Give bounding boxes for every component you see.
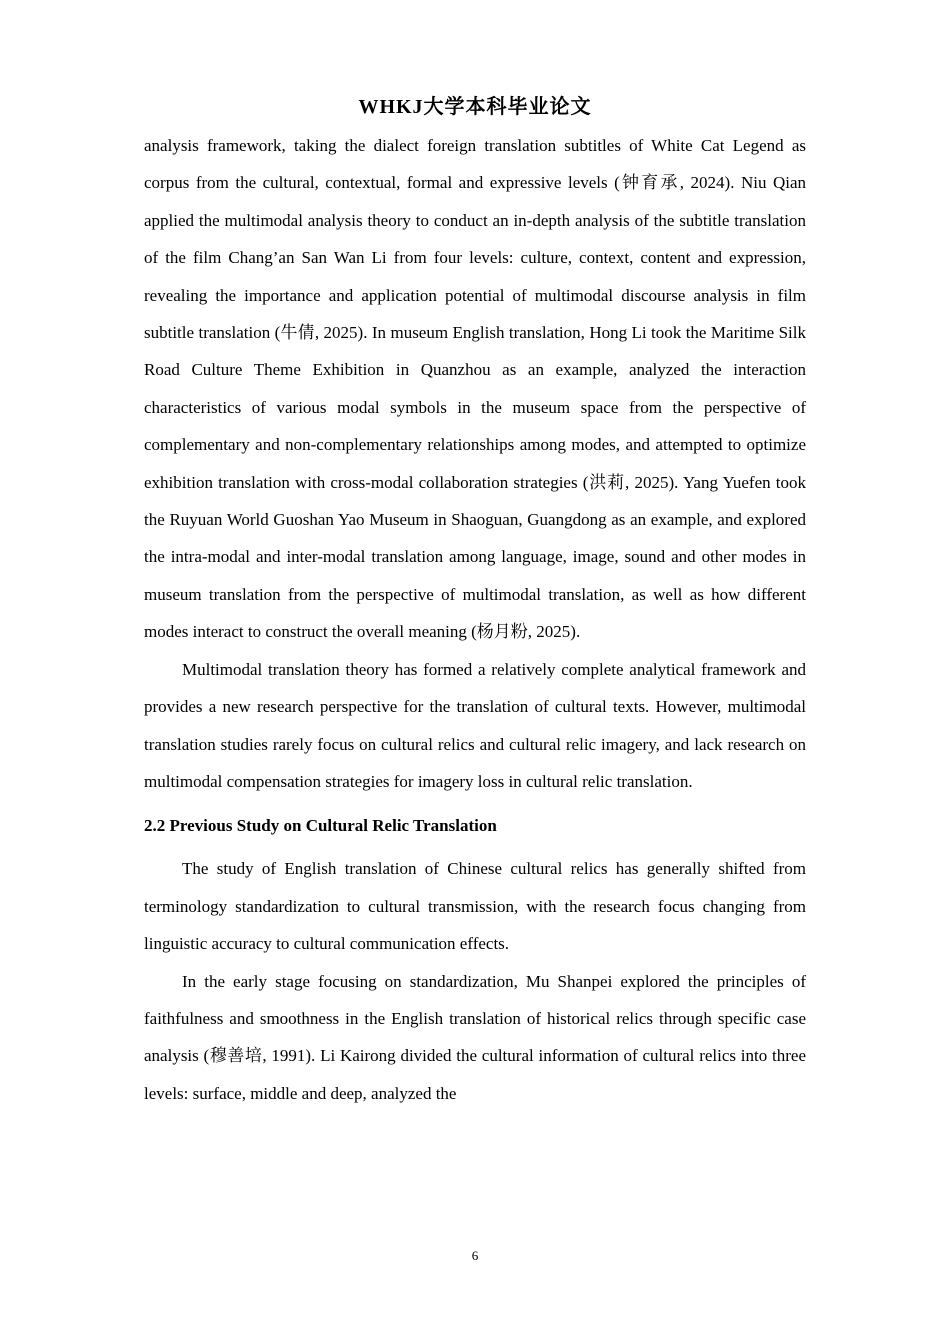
paragraph-multimodal-summary: Multimodal translation theory has formed a relatively complete analytical framework and provides a new research perspective for the translation of cultural texts. However, multimodal translation studies rarely focus on cultural relics and cultural relic imagery, and lack research on multimodal compensation strategies for imagery loss in cultural relic translation. [144, 659, 806, 791]
section-heading: 2.2 Previous Study on Cultural Relic Translation [144, 816, 497, 836]
page-number: 6 [471, 1248, 479, 1263]
paragraph-early-stage: In the early stage focusing on standardization, Mu Shanpei explored the principles of faithfulness and smoothness in the English translation of historical relics through specific case analysis (穆善培, 1991). Li Kairong divided the cultural information of cultural relics into three levels: surface, middle and deep, analyzed the [144, 971, 806, 1103]
page-header: WHKJ大学本科毕业论文 [358, 96, 592, 118]
paragraph-relic-study-overview: The study of English translation of Chinese cultural relics has generally shifted from terminology standardization to cultural transmission, with the research focus changing from linguistic accuracy to cultural communication effects. [144, 859, 806, 954]
body-text [144, 127, 806, 1112]
paragraph-continued: analysis framework, taking the dialect foreign translation subtitles of White Cat Legend as corpus from the cultural, contextual, formal and expressive levels (钟育承, 2024). Niu Qian applied the multimodal analysis theory to conduct an in-depth analysis of the subtitle translation of the film Chang’an San Wan Li from four levels: culture, context, content and expression, revealing the importance and application potential of multimodal discourse analysis in film subtitle translation (牛倩, 2025). In museum English translation, Hong Li took the Maritime Silk Road Culture Theme Exhibition in Quanzhou as an example, analyzed the interaction characteristics of various modal symbols in the museum space from the perspective of complementary and non-complementary relationships among modes, and attempted to optimize exhibition translation with cross-modal collaboration strategies (洪莉, 2025). Yang Yuefen took the Ruyuan World Guoshan Yao Museum in Shaoguan, Guangdong as an example, and explored the intra-modal and inter-modal translation among language, image, sound and other modes in museum translation from the perspective of multimodal translation, as well as how different modes interact to construct the overall meaning (杨月粉, 2025). [144, 136, 806, 642]
